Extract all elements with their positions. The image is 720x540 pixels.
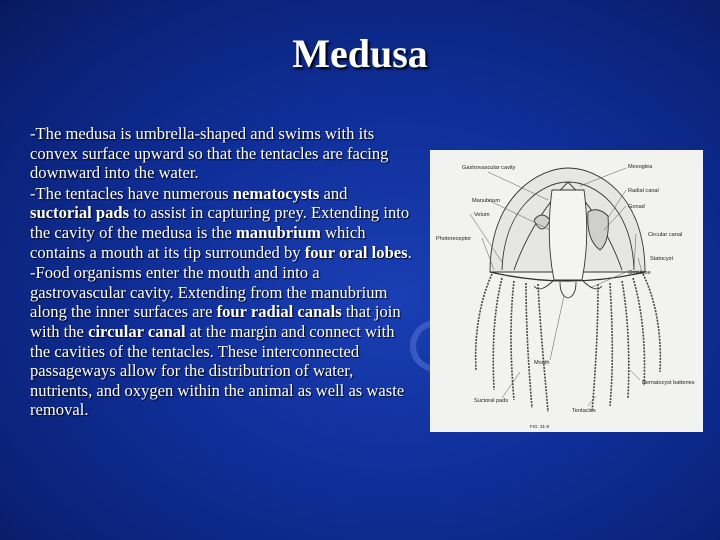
- label-radial: Radial canal: [628, 188, 659, 194]
- medusa-illustration: [430, 150, 703, 432]
- label-mesoglea: Mesoglea: [628, 164, 653, 170]
- label-manubrium: Manubrium: [472, 198, 500, 204]
- paragraph-3: [30, 263, 412, 420]
- p3-text-c: that join with the: [30, 302, 401, 341]
- p2-text-a: -The tentacles have numerous: [30, 183, 233, 203]
- p3-text-a: -Food organisms enter the mouth and into a gastrovascular cavity. Extending from the manubrium along the inner surfaces are: [30, 263, 388, 322]
- label-photoreceptor: Photoreceptor: [436, 236, 472, 242]
- term-suctorial-pads: suctorial pads: [30, 203, 130, 223]
- slide-title: Medusa: [292, 31, 428, 76]
- medusa-diagram: [430, 150, 703, 432]
- label-tentacles: Tentacles: [572, 408, 596, 414]
- p2-text-i: .: [407, 242, 412, 262]
- p2-text-g: which contains a mouth at its tip surrounded by: [30, 222, 366, 262]
- paragraph-2: [30, 184, 412, 262]
- p2-text-e: to assist in capturing prey. Extending into the cavity of the medusa is the: [30, 203, 410, 242]
- p2-text-c: and: [319, 183, 348, 203]
- label-circular: Circular canal: [648, 232, 683, 238]
- body-text: [30, 124, 412, 421]
- oral-lobes-shape: [534, 280, 602, 298]
- label-gastrovascular: Gastrovascular cavity: [462, 165, 516, 171]
- label-statocyst: Statocyst: [650, 256, 674, 262]
- label-nematocyst: Nematocyst batteries: [642, 380, 695, 386]
- term-nematocysts: nematocysts: [232, 183, 320, 203]
- tentacles-group: [476, 274, 661, 412]
- term-oral-lobes: four oral lobes: [304, 242, 408, 262]
- term-circular-canal: circular canal: [88, 321, 186, 341]
- p3-text-e: at the margin and connect with the cavities of the tentacles. These interconnected passageways allow for the distributrion of water, nutrients, and oxygen within the animal as well as waste removal.: [30, 321, 405, 420]
- label-oral-lobe: Oral lobe: [628, 270, 651, 276]
- paragraph-1: -The medusa is umbrella-shaped and swims with its convex surface upward so that the tentacles are facing downward into the water.: [30, 124, 389, 183]
- label-gonad: Gonad: [628, 204, 645, 210]
- label-velum: Velum: [474, 212, 490, 218]
- term-radial-canals: four radial canals: [216, 302, 342, 322]
- label-mouth: Mouth: [534, 360, 550, 366]
- label-fig: FIG. 31-8: [530, 424, 550, 429]
- manubrium-shape: [549, 190, 587, 280]
- label-suctoral: Suctoral pads: [474, 398, 509, 404]
- term-manubrium: manubrium: [235, 222, 321, 242]
